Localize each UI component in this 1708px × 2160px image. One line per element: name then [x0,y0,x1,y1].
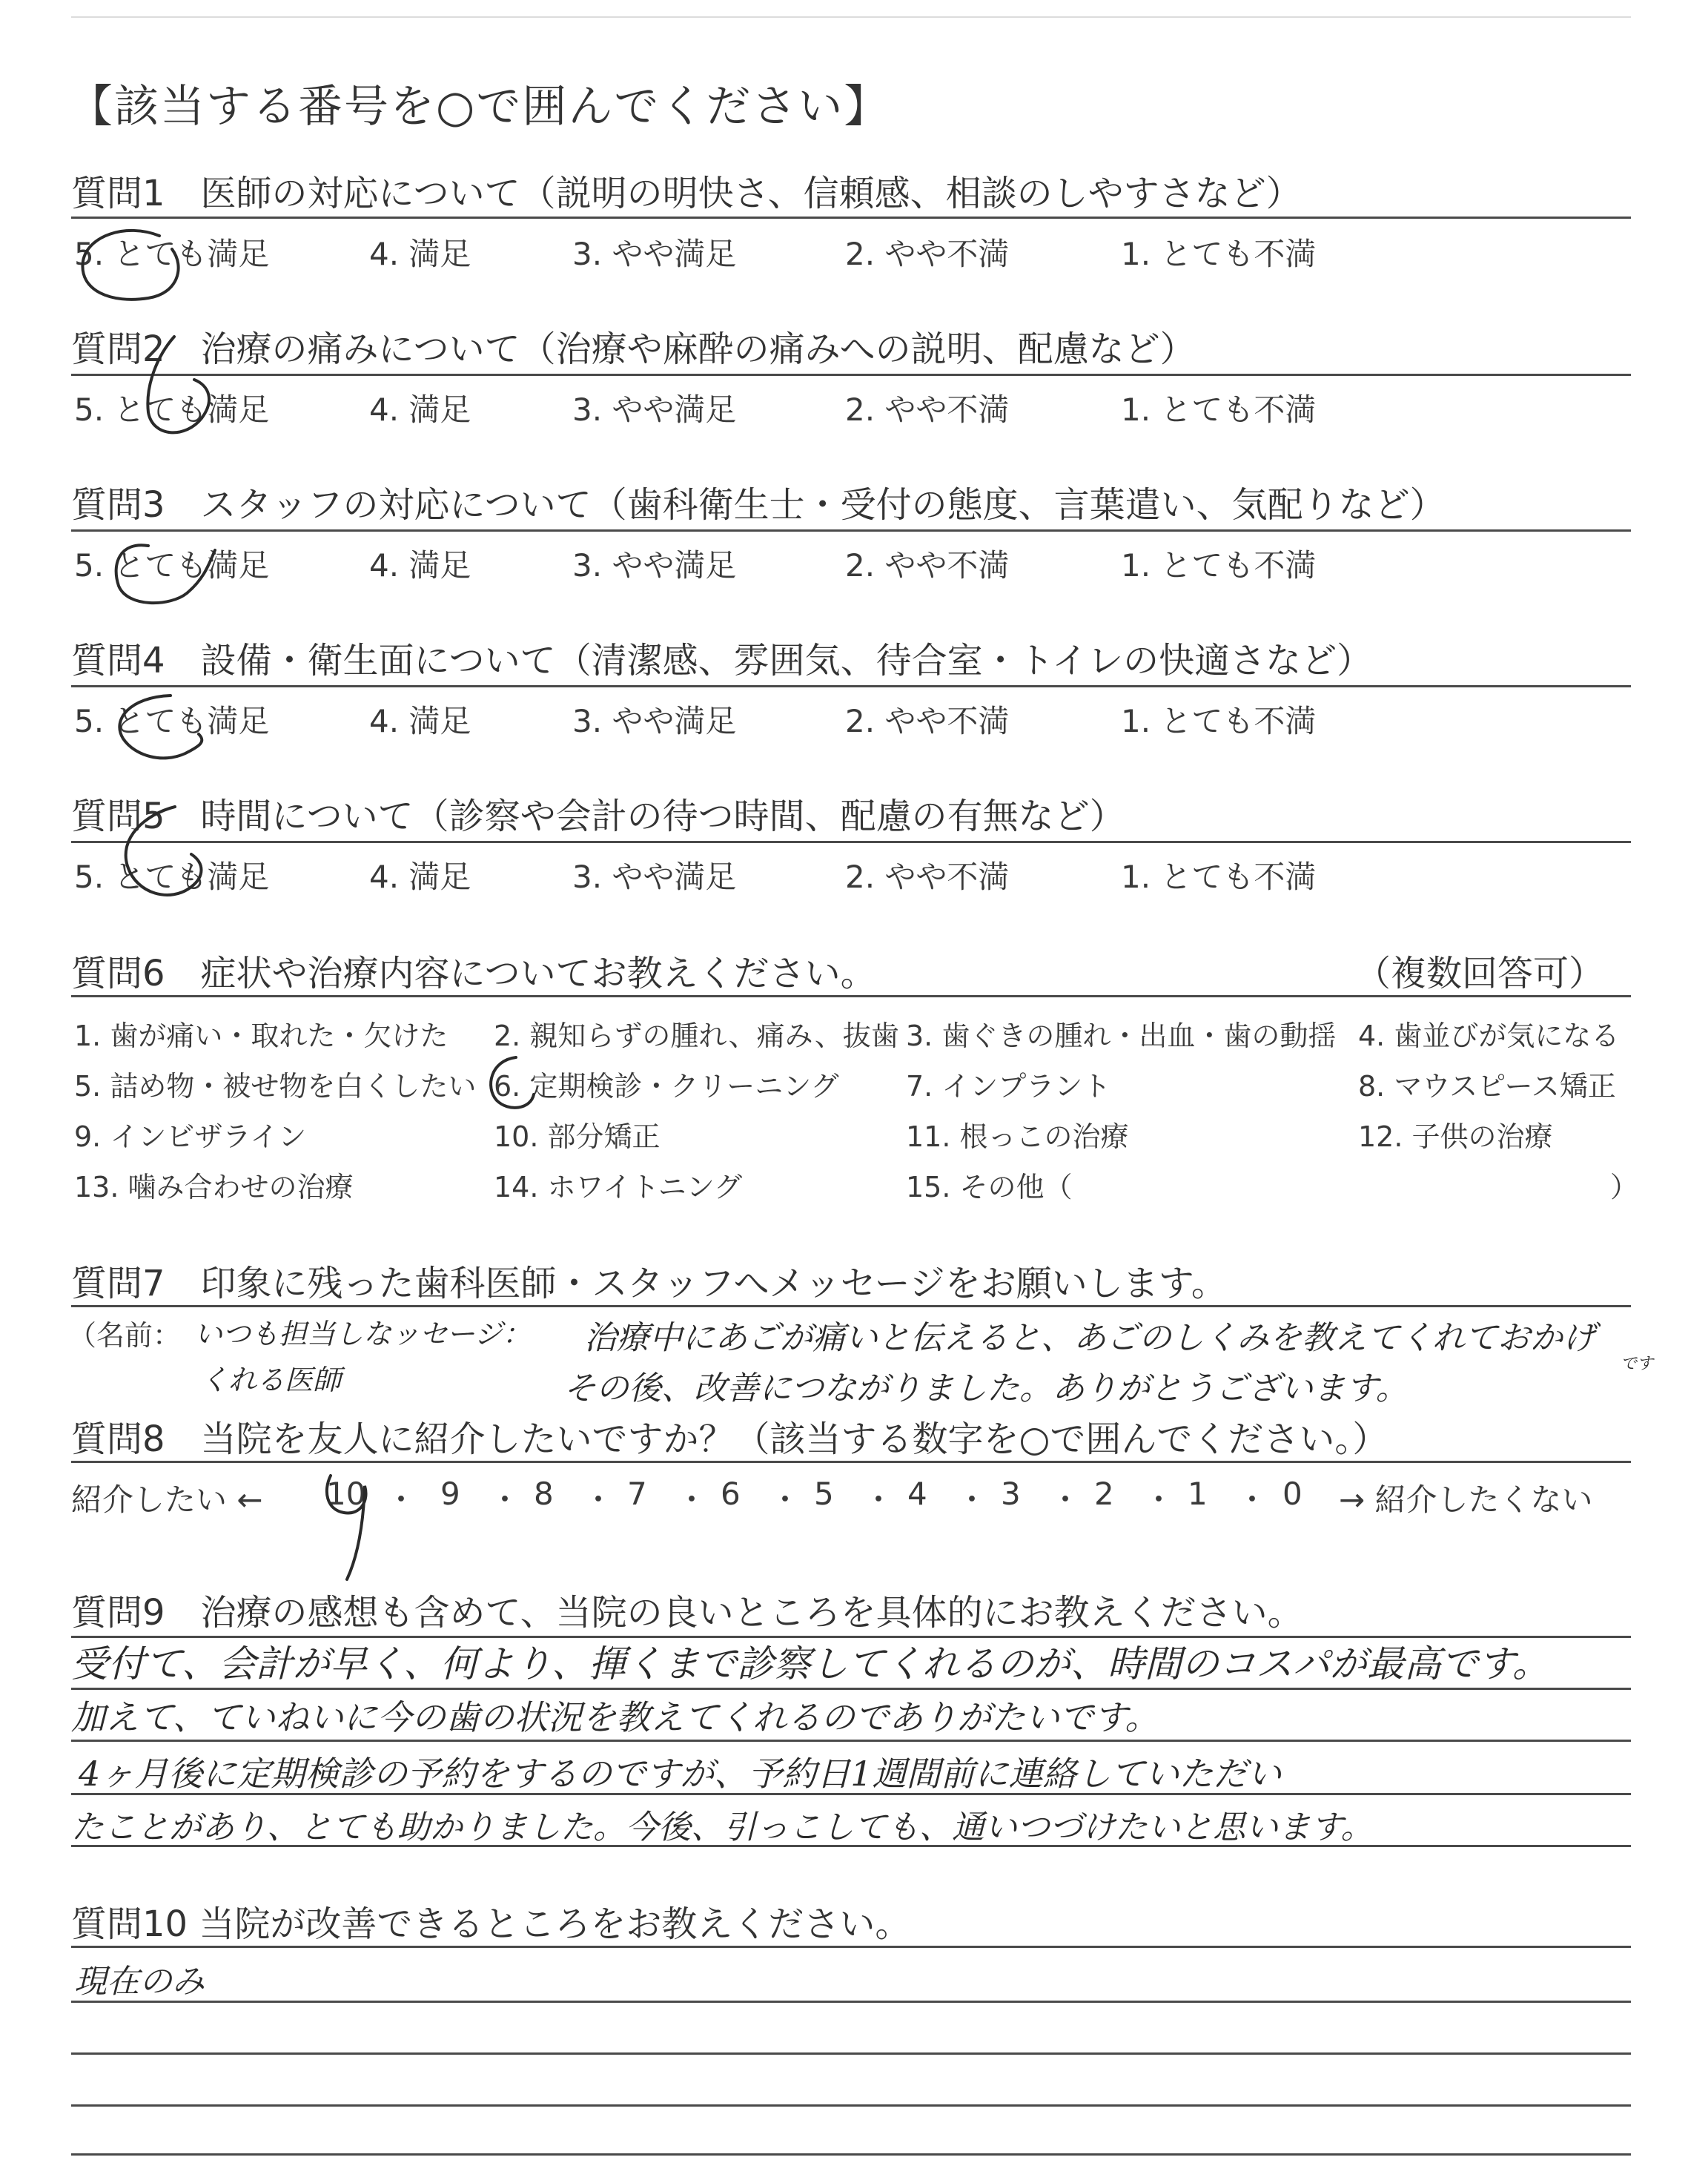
top-rule [71,16,1631,18]
question-5: 質問5 時間について（診察や会計の待つ時間、配慮の有無など） [71,796,1125,837]
q8-dot: ・ [583,1482,615,1518]
q8-score-9[interactable]: 9 [440,1476,460,1512]
question-7: 質問7 印象に残った歯科医師・スタッフへメッセージをお願いします。 [71,1263,1227,1304]
q1-option-5[interactable]: 5. とても満足 [74,236,270,272]
q8-score-3[interactable]: 3 [1001,1476,1021,1512]
q7-message-line2[interactable]: その後、改善につながりました。ありがとうございます。 [563,1370,1409,1407]
q6-option-1[interactable]: 1. 歯が痛い・取れた・欠けた [74,1020,448,1052]
q8-score-4[interactable]: 4 [907,1476,927,1512]
question-1: 質問1 医師の対応について（説明の明快さ、信頼感、相談のしやすさなど） [71,173,1302,214]
q5-option-5[interactable]: 5. とても満足 [74,859,270,895]
q2-rule [71,374,1631,376]
q9-answer-line-3[interactable]: 4ヶ月後に定期検診の予約をするのですが、予約日1週間前に連絡していただい [79,1754,1282,1794]
q8-score-10[interactable]: 10 [326,1476,366,1512]
q9-answer-line-4[interactable]: たことがあり、とても助かりました。今後、引っこしても、通いつづけたいと思います。 [71,1809,1374,1846]
q8-dot: ・ [863,1482,895,1518]
q7-message-line1-small: です [1621,1355,1654,1373]
q5-option-2[interactable]: 2. やや不満 [845,859,1010,895]
q1-option-4[interactable]: 4. 満足 [369,236,471,272]
q5-option-4[interactable]: 4. 満足 [369,859,471,895]
q8-dot: ・ [385,1482,417,1518]
q4-option-1[interactable]: 1. とても不満 [1121,703,1317,739]
q8-rule [71,1461,1631,1463]
q8-score-8[interactable]: 8 [534,1476,554,1512]
q8-left-label: 紹介したい ← [71,1482,263,1518]
q10-rule-3 [71,2052,1631,2055]
question-9: 質問9 治療の感想も含めて、当院の良いところを具体的にお教えください。 [71,1592,1303,1634]
q8-score-7[interactable]: 7 [627,1476,647,1512]
q2-option-4[interactable]: 4. 満足 [369,392,471,428]
q9-rule-2 [71,1688,1631,1690]
q8-dot: ・ [1143,1482,1175,1518]
q7-rule [71,1305,1631,1307]
q6-option-11[interactable]: 11. 根っこの治療 [906,1120,1129,1153]
q3-option-1[interactable]: 1. とても不満 [1121,547,1317,584]
q4-option-4[interactable]: 4. 満足 [369,703,471,739]
q2-option-1[interactable]: 1. とても不満 [1121,392,1317,428]
q1-rule [71,217,1631,219]
q5-rule [71,841,1631,843]
q8-dot: ・ [769,1482,801,1518]
q7-name-label: （名前： [68,1319,182,1352]
q9-answer-line-2[interactable]: 加えて、ていねいに今の歯の状況を教えてくれるのでありがたいです。 [71,1697,1159,1737]
q4-option-2[interactable]: 2. やや不満 [845,703,1010,739]
q6-option-5[interactable]: 5. 詰め物・被せ物を白くしたい [74,1070,477,1103]
q8-dot: ・ [676,1482,708,1518]
q7-name-value-line1[interactable]: いつも担当しなッセージ： [194,1318,531,1350]
q6-option-15-close: ） [1610,1171,1639,1203]
q8-right-label: → 紹介したくない [1339,1482,1593,1518]
q8-dot: ・ [1050,1482,1082,1518]
q2-option-5[interactable]: 5. とても満足 [74,392,270,428]
question-8: 質問8 当院を友人に紹介したいですか？（該当する数字を○で囲んでください。） [71,1418,1388,1460]
q4-rule [71,685,1631,687]
q6-option-7[interactable]: 7. インプラント [906,1070,1111,1103]
question-10: 質問10 当院が改善できるところをお教えください。 [71,1903,911,1945]
q8-dot: ・ [1237,1482,1268,1518]
q6-option-9[interactable]: 9. インビザライン [74,1120,307,1153]
q1-option-1[interactable]: 1. とても不満 [1121,236,1317,272]
page-title: 【該当する番号を○で囲んでください】 [68,81,890,133]
q9-rule-3 [71,1740,1631,1742]
q5-option-1[interactable]: 1. とても不満 [1121,859,1317,895]
q6-option-10[interactable]: 10. 部分矯正 [494,1120,661,1153]
q8-score-5[interactable]: 5 [814,1476,834,1512]
q10-rule-1 [71,1946,1631,1948]
q7-message-line1[interactable]: 治療中にあごが痛いと伝えると、あごのしくみを教えてくれておかげ [584,1319,1595,1357]
q3-option-3[interactable]: 3. やや満足 [572,547,737,584]
q10-rule-4 [71,2104,1631,2107]
q3-option-5[interactable]: 5. とても満足 [74,547,270,584]
q6-option-4[interactable]: 4. 歯並びが気になる [1358,1020,1620,1052]
q3-option-2[interactable]: 2. やや不満 [845,547,1010,584]
q1-option-2[interactable]: 2. やや不満 [845,236,1010,272]
q6-option-8[interactable]: 8. マウスピース矯正 [1358,1070,1616,1103]
q6-option-3[interactable]: 3. 歯ぐきの腫れ・出血・歯の動揺 [906,1020,1337,1052]
q8-score-6[interactable]: 6 [721,1476,741,1512]
q4-option-3[interactable]: 3. やや満足 [572,703,737,739]
q6-option-12[interactable]: 12. 子供の治療 [1358,1120,1553,1153]
q6-option-6[interactable]: 6. 定期検診・クリーニング [494,1070,839,1103]
q6-option-2[interactable]: 2. 親知らずの腫れ、痛み、抜歯 [494,1020,899,1052]
q10-rule-5 [71,2153,1631,2156]
q8-score-0[interactable]: 0 [1282,1476,1302,1512]
q6-rule [71,995,1631,997]
q4-option-5[interactable]: 5. とても満足 [74,703,270,739]
q2-option-3[interactable]: 3. やや満足 [572,392,737,428]
q10-answer[interactable]: 現在のみ [74,1963,205,2001]
q6-option-14[interactable]: 14. ホワイトニング [494,1171,743,1203]
question-3: 質問3 スタッフの対応について（歯科衛生士・受付の態度、言葉遣い、気配りなど） [71,484,1446,526]
q3-option-4[interactable]: 4. 満足 [369,547,471,584]
q8-score-2[interactable]: 2 [1094,1476,1114,1512]
q7-name-value-line2[interactable]: くれる医師 [200,1364,342,1396]
q2-option-2[interactable]: 2. やや不満 [845,392,1010,428]
question-4: 質問4 設備・衛生面について（清潔感、雰囲気、待合室・トイレの快適さなど） [71,640,1373,681]
q6-option-15[interactable]: 15. その他（ [906,1171,1073,1203]
q6-option-13[interactable]: 13. 噛み合わせの治療 [74,1171,354,1203]
question-2: 質問2 治療の痛みについて（治療や麻酔の痛みへの説明、配慮など） [71,328,1196,370]
q8-score-1[interactable]: 1 [1188,1476,1208,1512]
question-6: 質問6 症状や治療内容についてお教えください。 [71,953,876,994]
q5-option-3[interactable]: 3. やや満足 [572,859,737,895]
q10-rule-2 [71,2001,1631,2003]
q1-option-3[interactable]: 3. やや満足 [572,236,737,272]
q8-dot: ・ [956,1482,988,1518]
q9-answer-line-1[interactable]: 受付て、会計が早く、何より、揮くまで診察してくれるのが、時間のコスパが最高です。 [71,1642,1549,1685]
q8-dot: ・ [489,1482,521,1518]
q3-rule [71,529,1631,532]
question-6-note: （複数回答可） [1355,953,1605,994]
